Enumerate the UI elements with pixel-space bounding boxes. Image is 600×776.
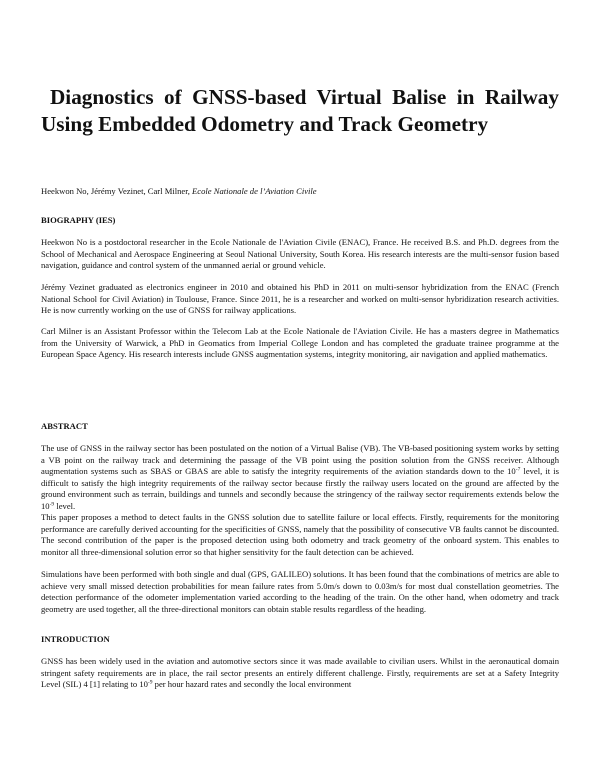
paper-title-text: Diagnostics of GNSS-based Virtual Balise in Railway Using Embedded Odometry and Track Geometry <box>41 85 559 136</box>
author-affiliation: Ecole Nationale de l’Aviation Civile <box>192 186 317 196</box>
abstract-paragraph-1: The use of GNSS in the railway sector has been postulated on the notion of a Virtual Balise (VB). The VB-based positioning system works by setting a VB point on the railway track and determining the passage of the VB point using the position solution from the GNSS receiver. Although augmentation systems such as SBAS or GBAS are able to satisfy the integrity requirements of the aviation standards down to the $10^{-7}$ level, it is difficult to satisfy the high integrity requirements of the railway sector because firstly the railway users located on the ground are affected by the ground environment such as terrain, buildings and tunnels and secondly because the stringency of the railway sector requirements extends below the $10^{-9}$ level. <box>41 443 559 511</box>
author-names: Heekwon No, Jérémy Vezinet, Carl Milner, <box>41 186 193 196</box>
biography-heading: BIOGRAPHY (IES) <box>41 215 116 225</box>
biography-vezinet: Jérémy Vezinet graduated as electronics engineer in 2010 and obtained his PhD in 2011 on multi-sensor hybridization from the ENAC (French National School for Civil Aviation) in Toulouse, France. Since 2011, he is a researcher and worked on multi-sensor hybridization research activities. He is now currently working on the use of GNSS for railway applications. <box>41 282 559 316</box>
introduction-paragraph: GNSS has been widely used in the aviation and automotive sectors since it was made available to civilian users. Whilst in the aeronautical domain stringent safety requirements are in place, the rail sector presents an entirely different challenge. Firstly, requirements are set at a Safety Integrity Level (SIL) 4 [1] relating to $10^{-9}$ per hour hazard rates and secondly the local environment <box>41 656 559 690</box>
author-line <box>41 186 317 196</box>
abstract-paragraph-3: Simulations have been performed with both single and dual (GPS, GALILEO) solutions. It has been found that the combinations of metrics are able to achieve very small missed detection probabilities for mean failure rates from 5.0m/s down to 0.03m/s for most dual constellation geometries. The detection performance of the odometer implementation varied according to the heading of the train. On the other hand, when odometry and track geometry are used together, all the three-directional monitors can obtain stable results regardless of the heading. <box>41 569 559 614</box>
biography-no: Heekwon No is a postdoctoral researcher in the Ecole Nationale de l'Aviation Civile (ENAC), France. He received B.S. and Ph.D. degrees from the School of Mechanical and Aerospace Engineering at Seoul National University, South Korea. His research interests are the multi-sensor fusion based navigation, guidance and control system of the unmanned aerial or ground vehicle. <box>41 237 559 271</box>
biography-milner: Carl Milner is an Assistant Professor within the Telecom Lab at the Ecole Nationale de l'Aviation Civile. He has a masters degree in Mathematics from the University of Warwick, a PhD in Geomatics from Imperial College London and has completed the graduate trainee programme at the European Space Agency. His research interests include GNSS augmentation systems, integrity monitoring, air navigation and applied mathematics. <box>41 326 559 360</box>
abstract-paragraph-2: This paper proposes a method to detect faults in the GNSS solution due to satellite failure or local effects. Firstly, requirements for the monitoring performance are carefully derived accounting for the specificities of GNSS, namely that the possibility of consecutive VB faults cannot be discounted. The second contribution of the paper is the proposed detection using both odometry and track geometry of the onboard system. This enables to monitor all three-dimensional solution error so that higher sensitivity for the fault detection can be achieved. <box>41 512 559 557</box>
abstract-heading: ABSTRACT <box>41 421 88 431</box>
introduction-heading: INTRODUCTION <box>41 634 110 644</box>
paper-title <box>41 84 559 138</box>
